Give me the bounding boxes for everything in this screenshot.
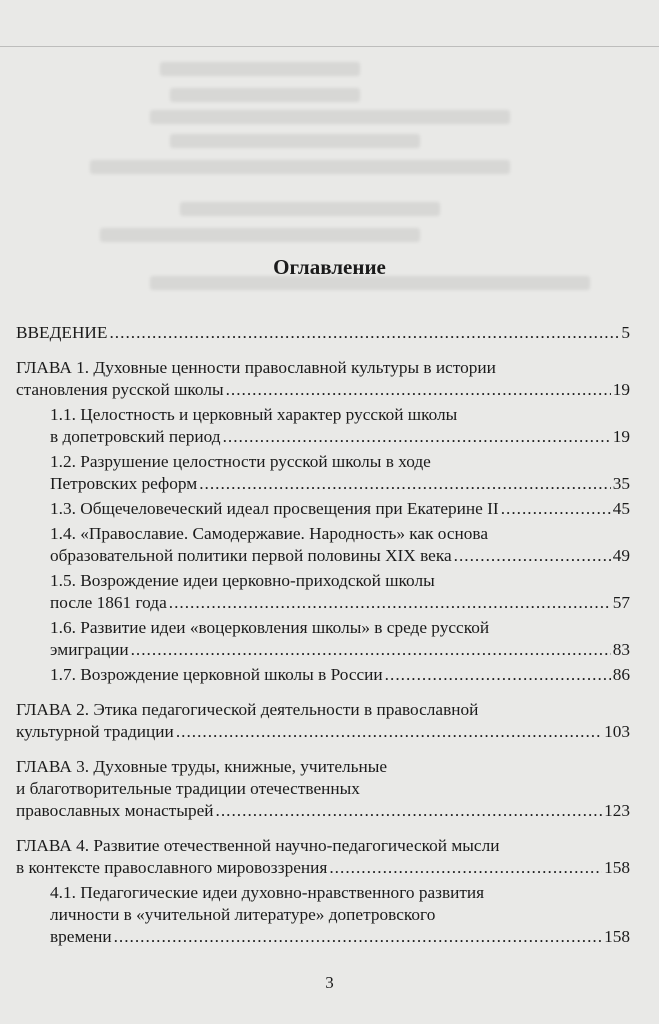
dot-leader (169, 592, 611, 614)
toc-entry-line: ГЛАВА 1. Духовные ценности православной культуры в истории (16, 358, 496, 377)
dot-leader (114, 926, 603, 948)
toc-subentry[interactable] (16, 882, 630, 948)
toc-entry-title: православных монастырей (16, 801, 214, 820)
toc-entry-line: 1.5. Возрождение идеи церковно-приходской школы (50, 571, 435, 590)
toc-subentry[interactable] (16, 570, 630, 614)
toc-entry-line: 1.6. Развитие идеи «воцерковления школы» в среде русской (50, 618, 490, 637)
toc-entry-title: 1.3. Общечеловеческий идеал просвещения при Екатерине II (50, 499, 499, 518)
toc-chapter[interactable] (16, 756, 630, 822)
toc-entry-line: ГЛАВА 2. Этика педагогической деятельности в православной (16, 700, 479, 719)
toc-entry-line: личности в «учительной литературе» допетровского (50, 905, 436, 924)
toc-entry-line: ГЛАВА 4. Развитие отечественной научно-педагогической мысли (16, 836, 500, 855)
dot-leader (226, 379, 611, 401)
toc-page-number: 158 (604, 927, 630, 946)
toc-entry-title: культурной традиции (16, 722, 174, 741)
dot-leader (176, 721, 602, 743)
toc-entry-line: и благотворительные традиции отечественных (16, 779, 360, 798)
toc-subentry[interactable] (16, 498, 630, 520)
toc-entry-title: после 1861 года (50, 593, 167, 612)
toc-page-number: 35 (612, 474, 630, 493)
toc-entry-title: в допетровский период (50, 427, 221, 446)
toc-entry-line: 1.2. Разрушение целостности русской школы в ходе (50, 452, 431, 471)
dot-leader (454, 545, 611, 567)
toc-introduction[interactable] (16, 322, 630, 344)
toc-entry-line: 4.1. Педагогические идеи духовно-нравственного развития (50, 883, 485, 902)
toc-page-number: 19 (612, 427, 630, 446)
dot-leader (199, 473, 611, 495)
toc-entry-title: образовательной политики первой половины XIX века (50, 546, 452, 565)
toc-entry-title: становления русской школы (16, 380, 224, 399)
toc-page-number: 19 (612, 380, 630, 399)
toc-page-number: 49 (612, 546, 630, 565)
toc-page-number: 103 (604, 722, 630, 741)
toc-page-number: 57 (612, 593, 630, 612)
toc-subentry[interactable] (16, 664, 630, 686)
toc-subentry[interactable] (16, 523, 630, 567)
toc-entry-title: ВВЕДЕНИЕ (16, 323, 108, 342)
toc-page-number: 83 (612, 640, 630, 659)
toc-entry-title: времени (50, 927, 112, 946)
toc-subentry[interactable] (16, 404, 630, 448)
toc-chapter[interactable] (16, 699, 630, 743)
toc-chapter[interactable] (16, 835, 630, 879)
dot-leader (216, 800, 603, 822)
toc-page-number: 158 (604, 858, 630, 877)
toc-page-number: 45 (612, 499, 630, 518)
dot-leader (223, 426, 611, 448)
toc-entry-title: эмиграции (50, 640, 129, 659)
toc-entry-title: 1.7. Возрождение церковной школы в России (50, 665, 383, 684)
table-of-contents (16, 322, 630, 948)
toc-entry-title: Петровских реформ (50, 474, 198, 493)
toc-entry-line: 1.1. Целостность и церковный характер русской школы (50, 405, 458, 424)
dot-leader (385, 664, 611, 686)
dot-leader (109, 322, 619, 344)
toc-entry-line: 1.4. «Православие. Самодержавие. Народность» как основа (50, 524, 489, 543)
dot-leader (501, 498, 611, 520)
toc-page-number: 86 (612, 665, 630, 684)
toc-chapter[interactable] (16, 357, 630, 401)
dot-leader (329, 857, 602, 879)
page-number: 3 (325, 973, 334, 992)
dot-leader (131, 639, 611, 661)
toc-subentry[interactable] (16, 617, 630, 661)
page-title: Оглавление (273, 255, 386, 279)
toc-entry-title: в контексте православного мировоззрения (16, 858, 328, 877)
toc-page-number: 5 (621, 323, 630, 342)
toc-page-number: 123 (604, 801, 630, 820)
toc-entry-line: ГЛАВА 3. Духовные труды, книжные, учительные (16, 757, 388, 776)
toc-subentry[interactable] (16, 451, 630, 495)
